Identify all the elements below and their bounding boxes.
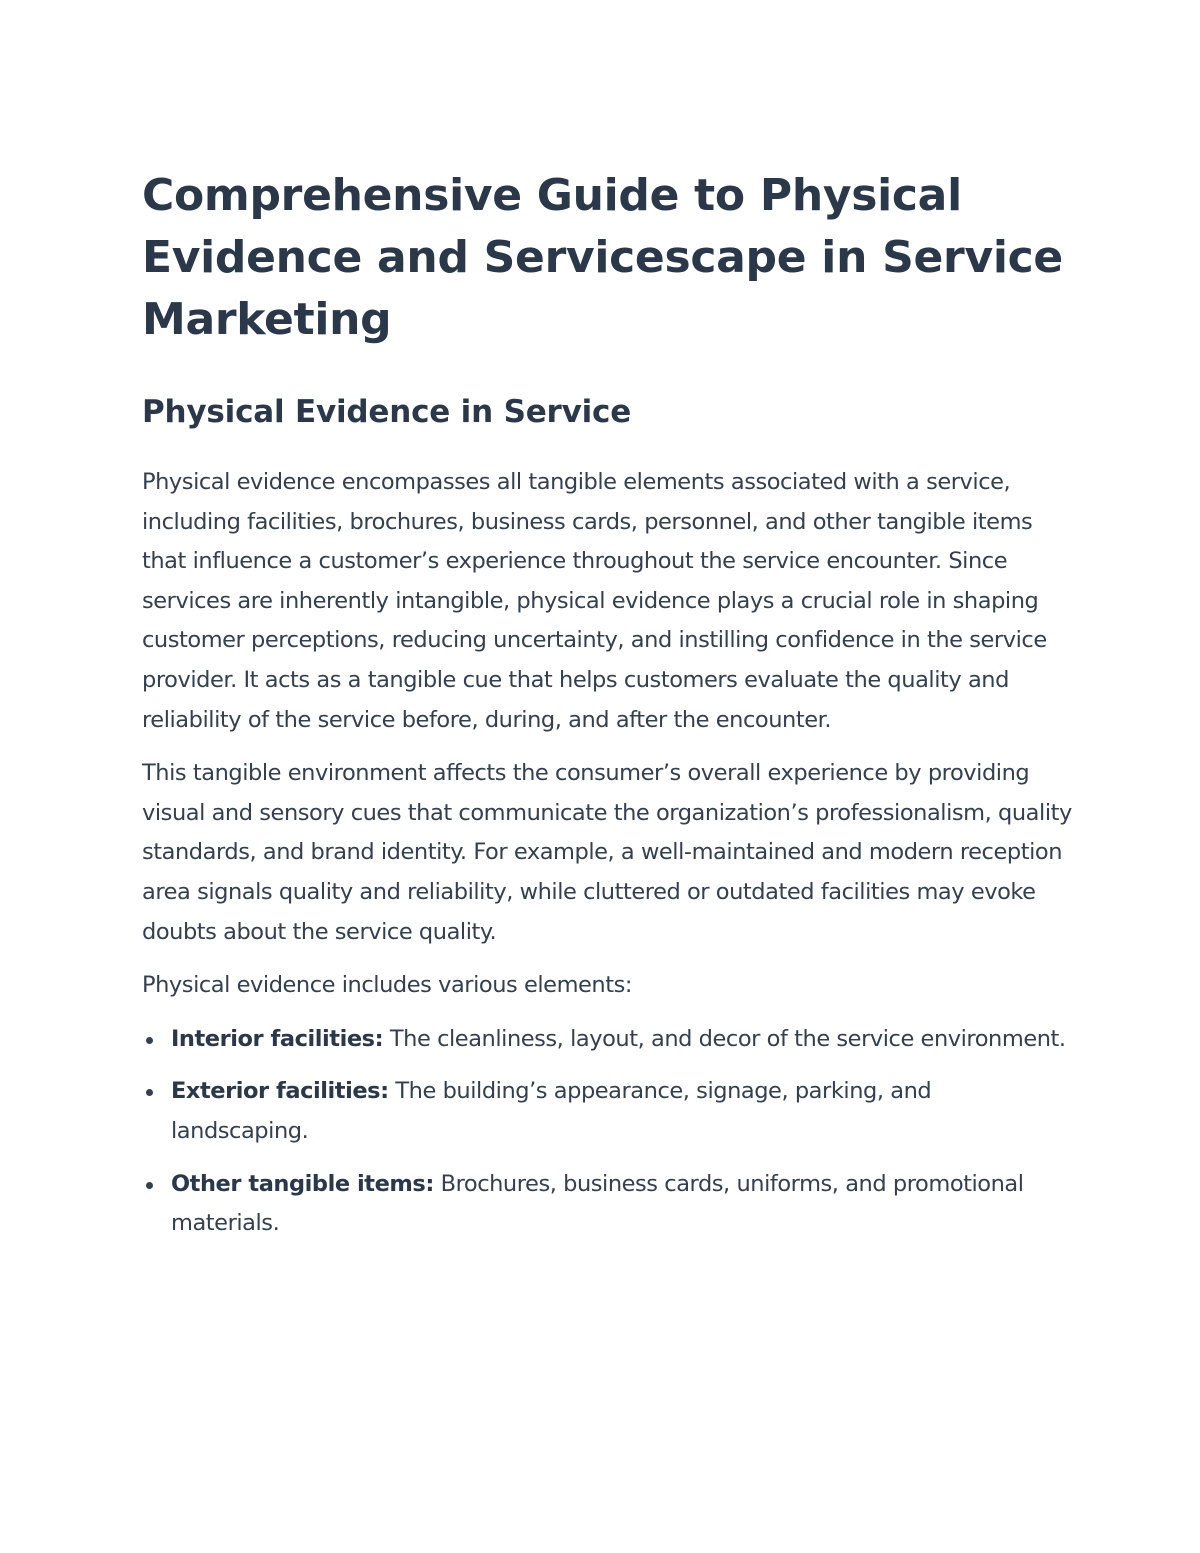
bullet-icon <box>146 1089 153 1096</box>
document-title: Comprehensive Guide to Physical Evidence and Servicescape in Service Marketing <box>142 170 1063 345</box>
list-item-text: The cleanliness, layout, and decor of the service environment. <box>383 1025 1066 1052</box>
list-item-text: The building’s appearance, signage, parking, and landscaping. <box>171 1078 932 1144</box>
list-item-other <box>142 1165 1072 1244</box>
paragraph-environment: This tangible environment affects the consumer’s overall experience by providing visual and sensory cues that communicate the organization’s professionalism, quality standards, and brand identity. For example, a well-maintained and modern reception area signals quality and reliability, while cluttered or outdated facilities may evoke doubts about the service quality. <box>142 760 1072 945</box>
elements-list <box>142 1020 1072 1244</box>
paragraph-list-intro: Physical evidence includes various elements: <box>142 972 633 999</box>
paragraph-intro: Physical evidence encompasses all tangible elements associated with a service, including facilities, brochures, business cards, personnel, and other tangible items that influence a customer’s experience throughout the service encounter. Since services are inherently intangible, physical evidence plays a crucial role in shaping customer perceptions, reducing uncertainty, and instilling confidence in the service provider. It acts as a tangible cue that helps customers evaluate the quality and reliability of the service before, during, and after the encounter. <box>142 469 1047 733</box>
list-item-interior <box>142 1020 1072 1060</box>
list-item-term: Interior facilities: <box>171 1025 384 1052</box>
list-item-exterior <box>142 1072 1072 1151</box>
bullet-icon <box>146 1182 153 1189</box>
list-item-term: Exterior facilities: <box>171 1078 389 1105</box>
list-item-text: Brochures, business cards, uniforms, and promotional materials. <box>171 1170 1024 1237</box>
bullet-icon <box>146 1037 153 1044</box>
document-page <box>142 165 1072 1257</box>
list-item-term: Other tangible items: <box>171 1170 434 1197</box>
section-heading: Physical Evidence in Service <box>142 394 632 430</box>
